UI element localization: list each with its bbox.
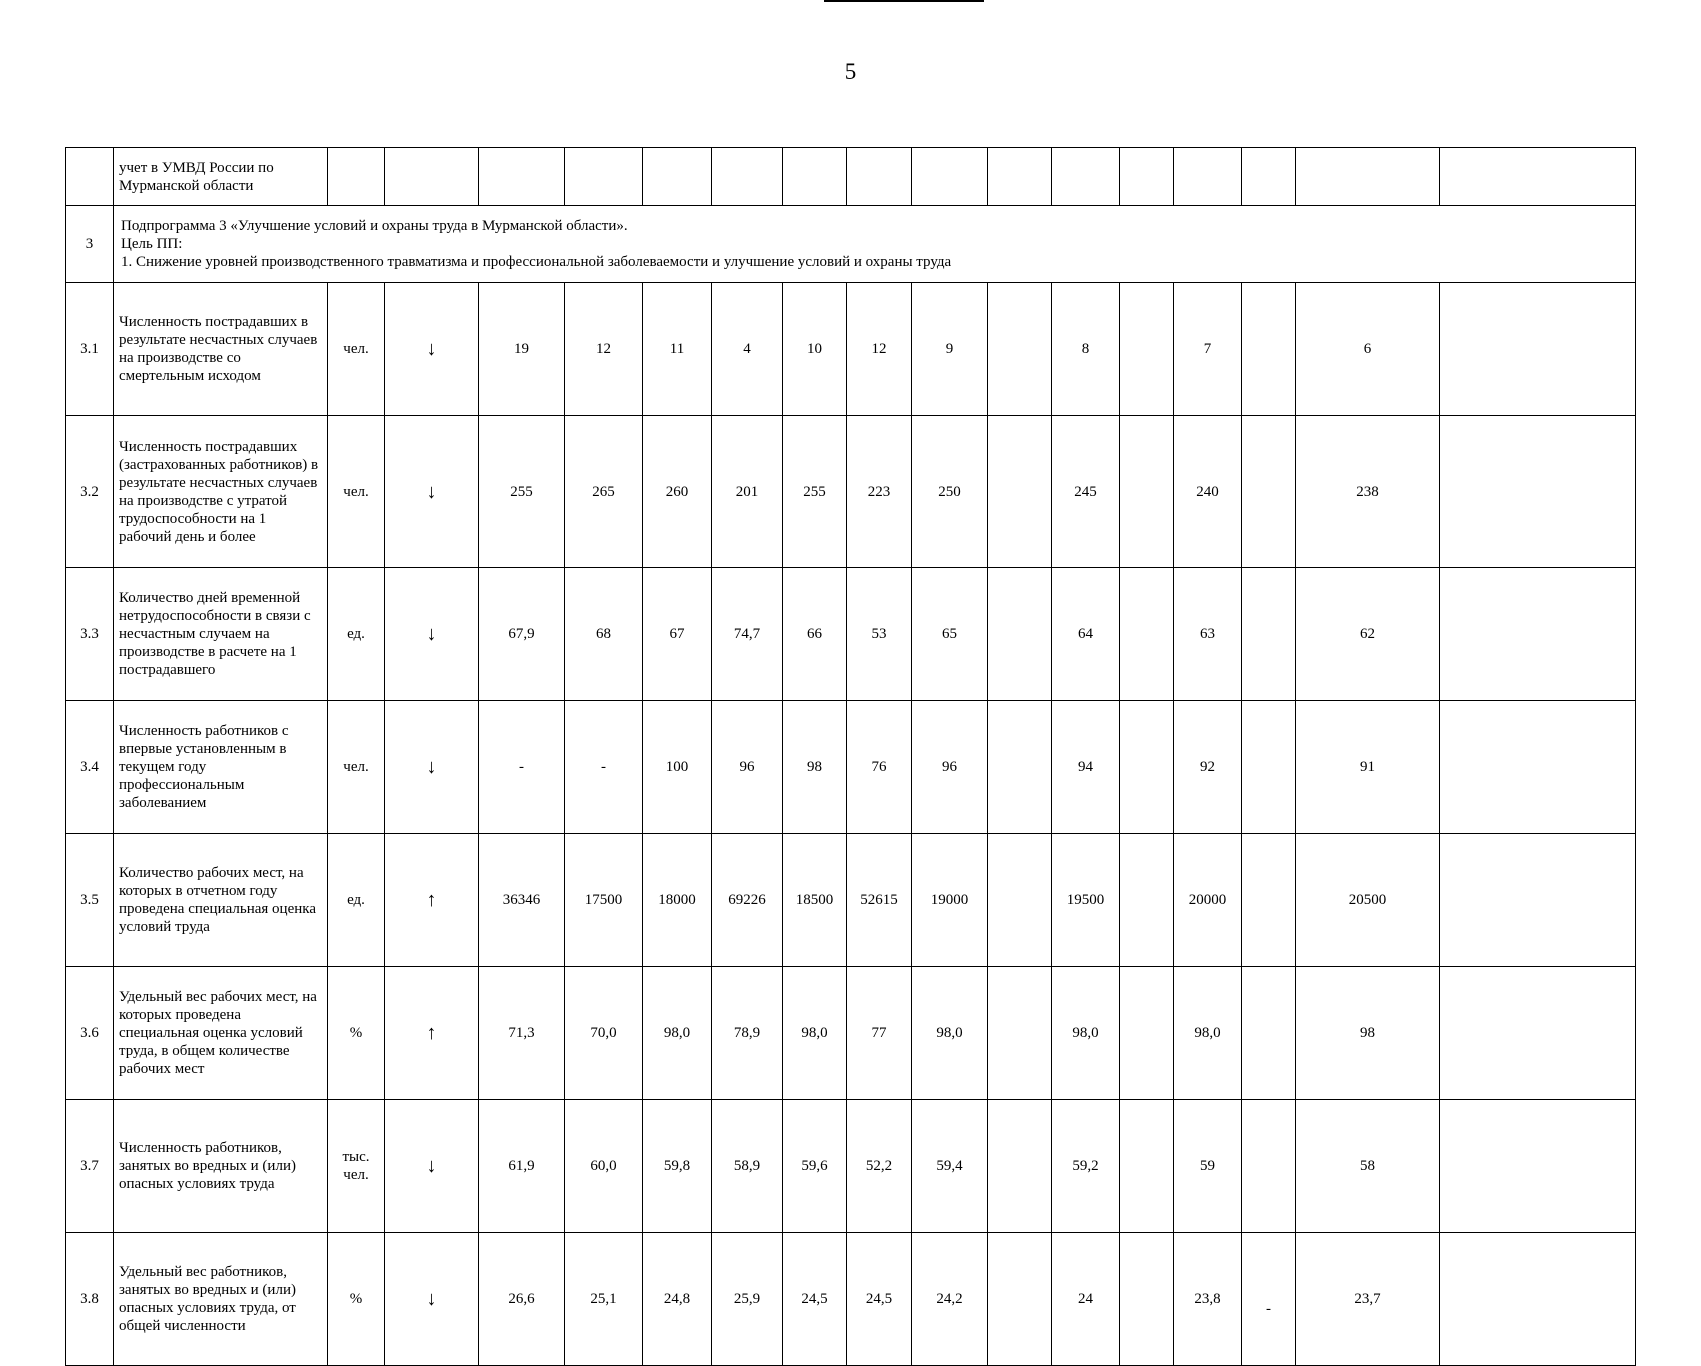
value-2023: 92 — [1174, 701, 1242, 834]
value-cell: 68 — [565, 568, 643, 701]
table-row — [66, 1233, 1636, 1366]
value-cell: 98,0 — [643, 967, 712, 1100]
value-cell: 260 — [643, 416, 712, 568]
row-number: 3.5 — [66, 834, 114, 967]
value-2023: 23,8 — [1174, 1233, 1242, 1366]
value-2022: 98,0 — [1052, 967, 1120, 1100]
mark-cell — [1242, 701, 1296, 834]
mark-cell — [1242, 568, 1296, 701]
indicator-name: Численность работников с впервые установленным в текущем году профессиональным заболеванием — [114, 701, 328, 834]
value-cell: 24,5 — [783, 1233, 847, 1366]
empty-cell — [1120, 416, 1174, 568]
value-cell: 18000 — [643, 834, 712, 967]
value-cell: 58,9 — [712, 1100, 783, 1233]
value-cell: 255 — [479, 416, 565, 568]
value-cell: 4 — [712, 283, 783, 416]
table-row — [66, 283, 1636, 416]
empty-cell — [1120, 1100, 1174, 1233]
unit: % — [328, 1233, 385, 1366]
value-cell: 36346 — [479, 834, 565, 967]
empty-cell — [1440, 1233, 1636, 1366]
unit: чел. — [328, 416, 385, 568]
value-2024: 20500 — [1296, 834, 1440, 967]
value-cell: 19 — [479, 283, 565, 416]
value-cell: 265 — [565, 416, 643, 568]
value-cell: 25,9 — [712, 1233, 783, 1366]
value-2023: 63 — [1174, 568, 1242, 701]
indicators-table — [65, 147, 1636, 1366]
value-cell: 255 — [783, 416, 847, 568]
row-number: 3.2 — [66, 416, 114, 568]
unit: тыс. чел. — [328, 1100, 385, 1233]
mark-cell — [1242, 967, 1296, 1100]
value-cell: 77 — [847, 967, 912, 1100]
value-cell: 96 — [912, 701, 988, 834]
value-cell: 98 — [783, 701, 847, 834]
empty-cell — [988, 834, 1052, 967]
unit: чел. — [328, 701, 385, 834]
value-cell: 96 — [712, 701, 783, 834]
row-number: 3.7 — [66, 1100, 114, 1233]
indicator-name: Удельный вес рабочих мест, на которых проведена специальная оценка условий труда, в общем количестве рабочих мест — [114, 967, 328, 1100]
value-cell: 65 — [912, 568, 988, 701]
empty-cell — [1120, 568, 1174, 701]
empty-cell — [1440, 834, 1636, 967]
row-number: 3.1 — [66, 283, 114, 416]
value-cell: - — [479, 701, 565, 834]
unit: ед. — [328, 834, 385, 967]
trend-arrow-icon: ↑ — [385, 834, 479, 967]
value-cell: 66 — [783, 568, 847, 701]
empty-cell — [1120, 1233, 1174, 1366]
trend-arrow-icon: ↑ — [385, 967, 479, 1100]
continued-num — [66, 148, 114, 206]
table-row — [66, 416, 1636, 568]
value-2023: 7 — [1174, 283, 1242, 416]
empty-cell — [988, 967, 1052, 1100]
subprogram-line: Цель ПП: — [121, 236, 183, 252]
value-cell: 18500 — [783, 834, 847, 967]
continued-name: учет в УМВД России по Мурманской области — [114, 148, 328, 206]
mark-cell — [1242, 1233, 1296, 1366]
empty-cell — [988, 568, 1052, 701]
value-2022: 24 — [1052, 1233, 1120, 1366]
value-cell: 12 — [565, 283, 643, 416]
indicator-name: Количество дней временной нетрудоспособности в связи с несчастным случаем на производстве в расчете на 1 пострадавшего — [114, 568, 328, 701]
trend-arrow-icon: ↓ — [385, 568, 479, 701]
mark-cell — [1242, 416, 1296, 568]
row-number: 3.8 — [66, 1233, 114, 1366]
value-cell: 67,9 — [479, 568, 565, 701]
continued-row — [66, 148, 1636, 206]
trend-arrow-icon: ↓ — [385, 416, 479, 568]
value-2023: 20000 — [1174, 834, 1242, 967]
value-2023: 98,0 — [1174, 967, 1242, 1100]
value-cell: 61,9 — [479, 1100, 565, 1233]
unit: ед. — [328, 568, 385, 701]
value-2024: 238 — [1296, 416, 1440, 568]
value-2022: 94 — [1052, 701, 1120, 834]
value-2024: 6 — [1296, 283, 1440, 416]
value-2024: 62 — [1296, 568, 1440, 701]
value-2022: 59,2 — [1052, 1100, 1120, 1233]
subprogram-line: 1. Снижение уровней производственного травматизма и профессиональной заболеваемости и улучшение условий и охраны труда — [121, 254, 952, 270]
header-rule — [824, 0, 984, 2]
value-cell: - — [565, 701, 643, 834]
value-2024: 23,7 — [1296, 1233, 1440, 1366]
value-cell: 19000 — [912, 834, 988, 967]
value-2022: 19500 — [1052, 834, 1120, 967]
value-2024: 91 — [1296, 701, 1440, 834]
empty-cell — [1120, 834, 1174, 967]
value-cell: 74,7 — [712, 568, 783, 701]
value-2022: 245 — [1052, 416, 1120, 568]
subprogram-row — [66, 206, 1636, 283]
value-cell: 24,8 — [643, 1233, 712, 1366]
trend-arrow-icon: ↓ — [385, 1233, 479, 1366]
empty-cell — [1440, 701, 1636, 834]
unit: % — [328, 967, 385, 1100]
value-cell: 60,0 — [565, 1100, 643, 1233]
subprogram-num: 3 — [66, 206, 114, 283]
value-cell: 52615 — [847, 834, 912, 967]
value-2024: 98 — [1296, 967, 1440, 1100]
value-2023: 59 — [1174, 1100, 1242, 1233]
empty-cell — [1440, 283, 1636, 416]
table-row — [66, 967, 1636, 1100]
value-cell: 59,8 — [643, 1100, 712, 1233]
table-row — [66, 568, 1636, 701]
empty-cell — [1440, 568, 1636, 701]
value-cell: 25,1 — [565, 1233, 643, 1366]
indicator-name: Численность пострадавших (застрахованных работников) в результате несчастных случаев на производстве с утратой трудоспособности на 1 рабочий день и более — [114, 416, 328, 568]
value-cell: 98,0 — [912, 967, 988, 1100]
empty-cell — [1120, 701, 1174, 834]
value-cell: 26,6 — [479, 1233, 565, 1366]
value-cell: 70,0 — [565, 967, 643, 1100]
empty-cell — [988, 701, 1052, 834]
indicator-name: Численность пострадавших в результате несчастных случаев на производстве со смертельным исходом — [114, 283, 328, 416]
value-cell: 24,5 — [847, 1233, 912, 1366]
value-cell: 71,3 — [479, 967, 565, 1100]
trend-arrow-icon: ↓ — [385, 1100, 479, 1233]
value-cell: 223 — [847, 416, 912, 568]
value-cell: 53 — [847, 568, 912, 701]
value-cell: 17500 — [565, 834, 643, 967]
empty-cell — [1440, 1100, 1636, 1233]
value-cell: 9 — [912, 283, 988, 416]
page-number: 5 — [844, 59, 857, 84]
indicator-name: Удельный вес работников, занятых во вредных и (или) опасных условиях труда, от общей численности — [114, 1233, 328, 1366]
subprogram-title — [114, 206, 1636, 283]
unit: чел. — [328, 283, 385, 416]
value-cell: 11 — [643, 283, 712, 416]
empty-cell — [988, 416, 1052, 568]
value-2024: 58 — [1296, 1100, 1440, 1233]
empty-cell — [1440, 967, 1636, 1100]
row-number: 3.4 — [66, 701, 114, 834]
value-cell: 76 — [847, 701, 912, 834]
value-cell: 69226 — [712, 834, 783, 967]
value-cell: 67 — [643, 568, 712, 701]
table-row — [66, 834, 1636, 967]
mark-cell — [1242, 1100, 1296, 1233]
trend-arrow-icon: ↓ — [385, 701, 479, 834]
subprogram-line: Подпрограмма 3 «Улучшение условий и охраны труда в Мурманской области». — [121, 218, 628, 234]
value-cell: 100 — [643, 701, 712, 834]
row-number: 3.3 — [66, 568, 114, 701]
mark-text: - — [1266, 1301, 1271, 1317]
value-cell: 52,2 — [847, 1100, 912, 1233]
mark-cell — [1242, 834, 1296, 967]
value-cell: 24,2 — [912, 1233, 988, 1366]
empty-cell — [988, 283, 1052, 416]
value-2022: 64 — [1052, 568, 1120, 701]
empty-cell — [1120, 967, 1174, 1100]
empty-cell — [1440, 416, 1636, 568]
value-2022: 8 — [1052, 283, 1120, 416]
indicator-name: Численность работников, занятых во вредных и (или) опасных условиях труда — [114, 1100, 328, 1233]
empty-cell — [988, 1233, 1052, 1366]
value-cell: 59,4 — [912, 1100, 988, 1233]
table-row — [66, 1100, 1636, 1233]
value-cell: 59,6 — [783, 1100, 847, 1233]
value-cell: 12 — [847, 283, 912, 416]
empty-cell — [988, 1100, 1052, 1233]
table-row — [66, 701, 1636, 834]
empty-cell — [1120, 283, 1174, 416]
value-cell: 78,9 — [712, 967, 783, 1100]
value-cell: 201 — [712, 416, 783, 568]
value-cell: 98,0 — [783, 967, 847, 1100]
value-2023: 240 — [1174, 416, 1242, 568]
value-cell: 10 — [783, 283, 847, 416]
indicator-name: Количество рабочих мест, на которых в отчетном году проведена специальная оценка условий труда — [114, 834, 328, 967]
row-number: 3.6 — [66, 967, 114, 1100]
mark-cell — [1242, 283, 1296, 416]
value-cell: 250 — [912, 416, 988, 568]
trend-arrow-icon: ↓ — [385, 283, 479, 416]
